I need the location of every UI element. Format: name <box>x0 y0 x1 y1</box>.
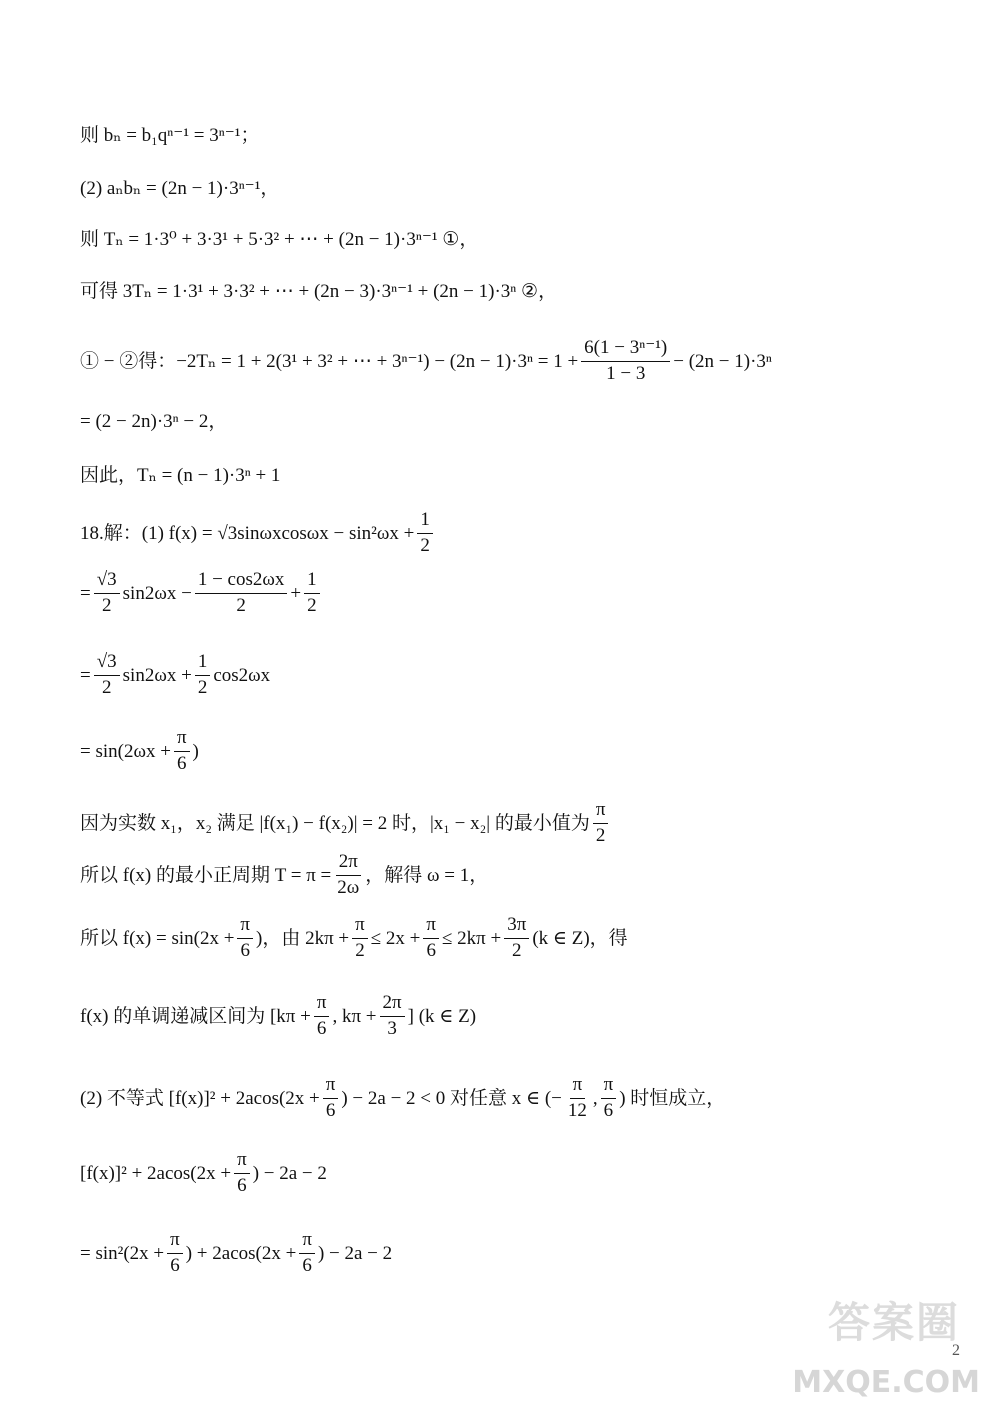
line-18 <box>80 1230 960 1277</box>
fraction-numerator: π <box>237 915 253 939</box>
fraction-pi-over-2 <box>593 800 609 847</box>
inequality-upper: ≤ 2kπ + <box>442 927 502 949</box>
comma: , <box>592 1087 598 1109</box>
line-15 <box>80 993 960 1040</box>
fraction-numerator: √3 <box>94 652 120 676</box>
formula-bn: 则 bₙ = b₁qⁿ⁻¹ = 3ⁿ⁻¹； <box>80 125 260 146</box>
watermark-en: MXQE.COM <box>792 1365 980 1400</box>
plus-sign: + <box>290 582 302 604</box>
fraction-numerator: 1 <box>304 570 320 594</box>
inequality-start: )，由 2kπ + <box>256 927 350 949</box>
line-10 <box>80 652 960 699</box>
line-7 <box>80 466 960 485</box>
line-8 <box>80 510 960 557</box>
fraction-numerator: 1 − cos2ωx <box>195 570 288 594</box>
fraction-denominator: 2 <box>512 939 522 961</box>
fraction-denominator: 1 − 3 <box>606 362 646 384</box>
fraction-pi-over-6 <box>323 1075 339 1122</box>
inequality-condition: ) − 2a − 2 < 0 对任意 x ∈ (− <box>341 1087 562 1109</box>
fraction-denominator: 2 <box>197 676 208 698</box>
fraction-cos-term <box>195 570 288 617</box>
inequality-tail: ) 时恒成立， <box>619 1087 726 1109</box>
fraction-denominator: 12 <box>567 1099 587 1121</box>
formula-subtract-pre: ① − ②得：−2Tₙ = 1 + 2(3¹ + 3² + ⋯ + 3ⁿ⁻¹) − (2n − 1)·3ⁿ = 1 + <box>80 350 579 372</box>
inequality-end: (k ∈ Z)，得 <box>532 927 628 949</box>
fraction-2pi-over-2omega <box>334 852 362 899</box>
fraction-numerator: π <box>323 1075 339 1099</box>
fraction-numerator: √3 <box>94 570 120 594</box>
formula-simplified: = (2 − 2n)·3ⁿ − 2， <box>80 411 228 432</box>
fraction-pi-over-6 <box>299 1230 315 1277</box>
expression-cos: ) + 2acos(2x + <box>185 1242 297 1264</box>
equals-sign: = <box>80 582 91 604</box>
fraction-denominator: 6 <box>176 752 187 774</box>
fraction-numerator: π <box>314 993 330 1017</box>
formula-anbn: (2) aₙbₙ = (2n − 1)·3ⁿ⁻¹， <box>80 178 280 199</box>
fraction-numerator: π <box>601 1075 617 1099</box>
fraction-denominator: 6 <box>603 1099 614 1121</box>
fraction-denominator: 2 <box>101 676 112 698</box>
line-4 <box>80 282 960 301</box>
fraction-numerator: 6(1 − 3ⁿ⁻¹) <box>581 338 670 362</box>
fraction-numerator: 1 <box>417 510 433 534</box>
interval-text: f(x) 的单调递减区间为 [kπ + <box>80 1005 311 1027</box>
formula-subtract-post: − (2n − 1)·3ⁿ <box>673 350 772 372</box>
fraction-numerator: π <box>570 1075 586 1099</box>
fraction-denominator: 6 <box>302 1254 312 1276</box>
line-14 <box>80 915 960 962</box>
inequality-middle: ≤ 2x + <box>370 927 421 949</box>
line-16 <box>80 1075 960 1122</box>
fraction-numerator: π <box>593 800 609 824</box>
fraction-pi-over-2 <box>352 915 368 962</box>
fx-expression: 所以 f(x) = sin(2x + <box>80 927 235 949</box>
expression-sin2: = sin²(2x + <box>80 1242 165 1264</box>
fraction-2pi-over-3 <box>380 993 405 1040</box>
watermark-logo <box>792 1290 980 1400</box>
equals-sign: = <box>80 664 91 686</box>
expression-tail: ) − 2a − 2 <box>317 1242 393 1264</box>
fraction-numerator: π <box>299 1230 315 1254</box>
fraction-denominator: 6 <box>170 1254 180 1276</box>
fraction-denominator: 2 <box>236 594 246 616</box>
page-number: 2 <box>952 1342 960 1359</box>
fraction-numerator: 2π <box>380 993 405 1017</box>
condition-text: 因为实数 x₁，x₂ 满足 |f(x₁) − f(x₂)| = 2 时，|x₁ − x₂| 的最小值为 <box>80 812 590 834</box>
fraction-denominator: 2 <box>101 594 112 616</box>
term-sin: sin2ωx − <box>122 582 192 604</box>
fraction-half <box>304 570 320 617</box>
fraction-denominator: 6 <box>426 939 436 961</box>
line-5 <box>80 338 960 385</box>
fraction-pi-over-6 <box>314 993 330 1040</box>
fraction-pi-over-6 <box>234 1150 250 1197</box>
fraction-denominator: 2ω <box>337 876 360 898</box>
fraction-half <box>195 652 211 699</box>
term-cos: cos2ωx <box>213 664 271 686</box>
omega-result: ，解得 ω = 1， <box>365 864 489 886</box>
interval-end: ] (k ∈ Z) <box>407 1005 477 1027</box>
interval-separator: , kπ + <box>332 1005 377 1027</box>
inequality-part2: (2) 不等式 [f(x)]² + 2acos(2x + <box>80 1087 320 1109</box>
fraction-denominator: 6 <box>240 939 250 961</box>
fraction-half <box>417 510 433 557</box>
fraction-pi-over-6 <box>601 1075 617 1122</box>
fraction-pi-over-6 <box>237 915 253 962</box>
line-2 <box>80 179 960 198</box>
fraction-sqrt3-over-2 <box>94 652 120 699</box>
fraction-sqrt3-over-2 <box>94 570 120 617</box>
fraction-numerator: 1 <box>195 652 211 676</box>
fraction-denominator: 2 <box>595 824 606 846</box>
term-sin-open: = sin(2ωx + <box>80 740 171 762</box>
fraction-numerator: π <box>352 915 368 939</box>
expression-end: ) − 2a − 2 <box>252 1162 327 1184</box>
fraction-pi-over-6 <box>174 728 190 775</box>
fraction-numerator: π <box>234 1150 250 1174</box>
fraction-pi-over-6 <box>423 915 439 962</box>
fraction-pi-over-6 <box>167 1230 183 1277</box>
line-1 <box>80 126 960 145</box>
line-6 <box>80 412 960 431</box>
close-paren: ) <box>192 740 199 762</box>
term-sin: sin2ωx + <box>122 664 192 686</box>
line-11 <box>80 728 960 775</box>
fraction-denominator: 6 <box>237 1174 247 1196</box>
line-13 <box>80 852 960 899</box>
formula-tn: 则 Tₙ = 1·3⁰ + 3·3¹ + 5·3² + ⋯ + (2n − 1)·3ⁿ⁻¹ ①， <box>80 229 479 250</box>
line-3 <box>80 230 960 249</box>
problem-18-header: 18.解：(1) f(x) = √3sinωxcosωx − sin²ωx + <box>80 522 415 544</box>
formula-tn-result: 因此，Tₙ = (n − 1)·3ⁿ + 1 <box>80 465 281 486</box>
fraction-denominator: 2 <box>420 534 430 556</box>
line-9 <box>80 570 960 617</box>
fraction-pi-over-12 <box>565 1075 590 1122</box>
fraction-numerator: π <box>423 915 439 939</box>
fraction-denominator: 6 <box>316 1017 327 1039</box>
fraction-numerator: π <box>167 1230 183 1254</box>
watermark-cn: 答案圈 <box>827 1298 960 1347</box>
line-17 <box>80 1150 960 1197</box>
period-text: 所以 f(x) 的最小正周期 T = π = <box>80 864 332 886</box>
fraction-denominator: 2 <box>307 594 317 616</box>
expression-start: [f(x)]² + 2acos(2x + <box>80 1162 232 1184</box>
fraction-geometric-sum <box>581 338 670 385</box>
fraction-numerator: 3π <box>504 915 529 939</box>
fraction-3pi-over-2 <box>504 915 529 962</box>
fraction-numerator: π <box>174 728 190 752</box>
fraction-denominator: 2 <box>355 939 365 961</box>
fraction-denominator: 6 <box>325 1099 336 1121</box>
line-12 <box>80 800 960 847</box>
fraction-numerator: 2π <box>336 852 361 876</box>
formula-3tn: 可得 3Tₙ = 1·3¹ + 3·3² + ⋯ + (2n − 3)·3ⁿ⁻¹ + (2n − 1)·3ⁿ ②， <box>80 281 558 302</box>
fraction-denominator: 3 <box>387 1017 397 1039</box>
